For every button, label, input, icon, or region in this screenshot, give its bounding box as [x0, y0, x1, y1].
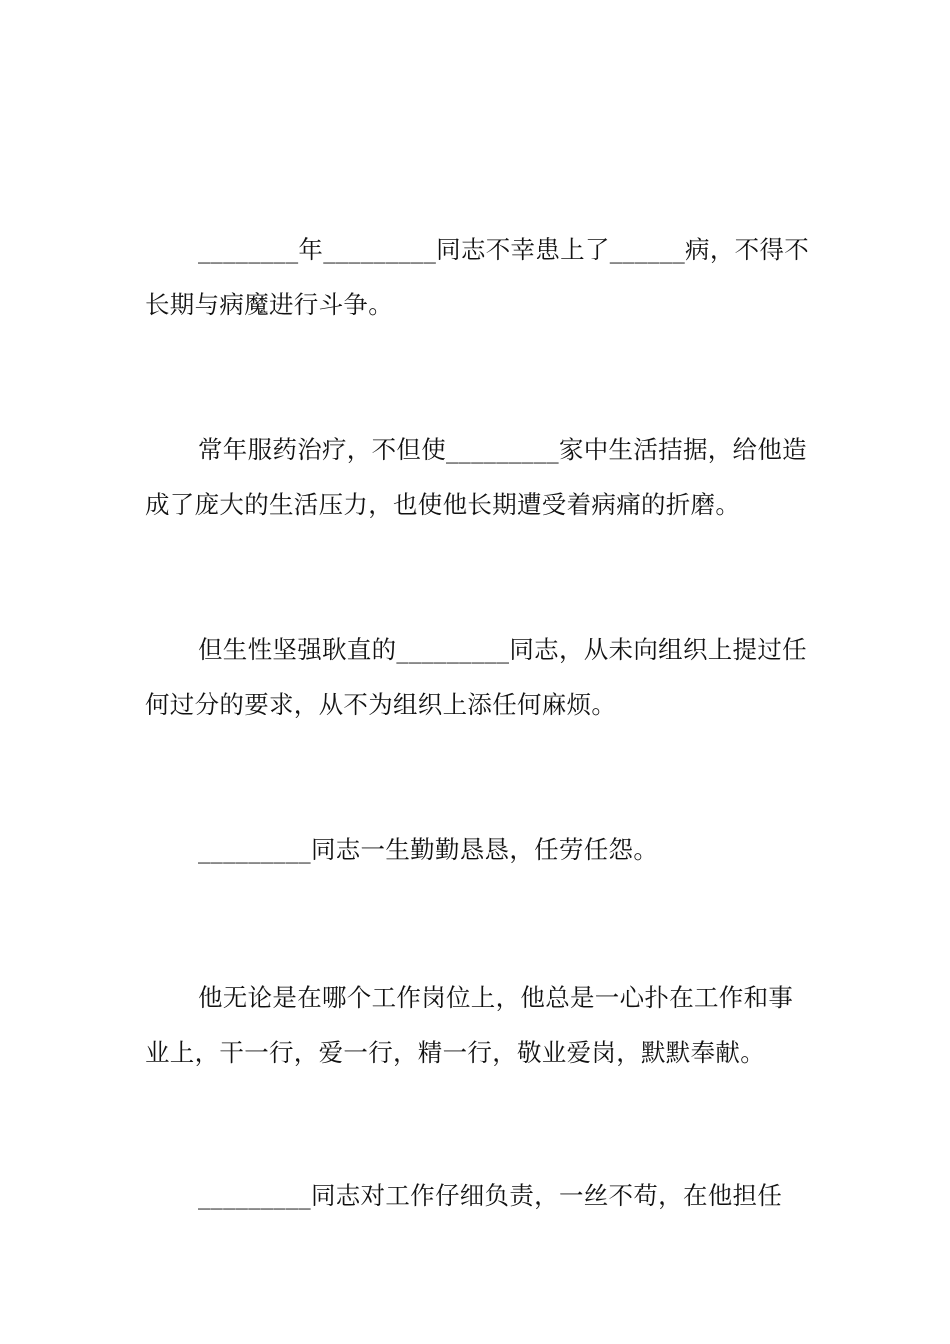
paragraph-treatment: 常年服药治疗，不但使_________家中生活拮据，给他造成了庞大的生活压力，也使他长期遭受着病痛的折磨。 — [145, 435, 807, 519]
paragraph-diligence: _________同志一生勤勤恳恳，任劳任怨。 — [198, 835, 659, 864]
paragraph-responsibility: _________同志对工作仔细负责，一丝不苟，在他担任 — [198, 1181, 783, 1210]
paragraph-dedication: 他无论是在哪个工作岗位上，他总是一心扑在工作和事业上，干一行，爱一行，精一行，敬业爱岗，默默奉献。 — [145, 983, 794, 1067]
paragraph-illness: ________年_________同志不幸患上了______病，不得不长期与病魔进行斗争。 — [145, 235, 810, 319]
paragraph-character: 但生性坚强耿直的_________同志，从未向组织上提过任何过分的要求，从不为组织上添任何麻烦。 — [145, 635, 807, 719]
